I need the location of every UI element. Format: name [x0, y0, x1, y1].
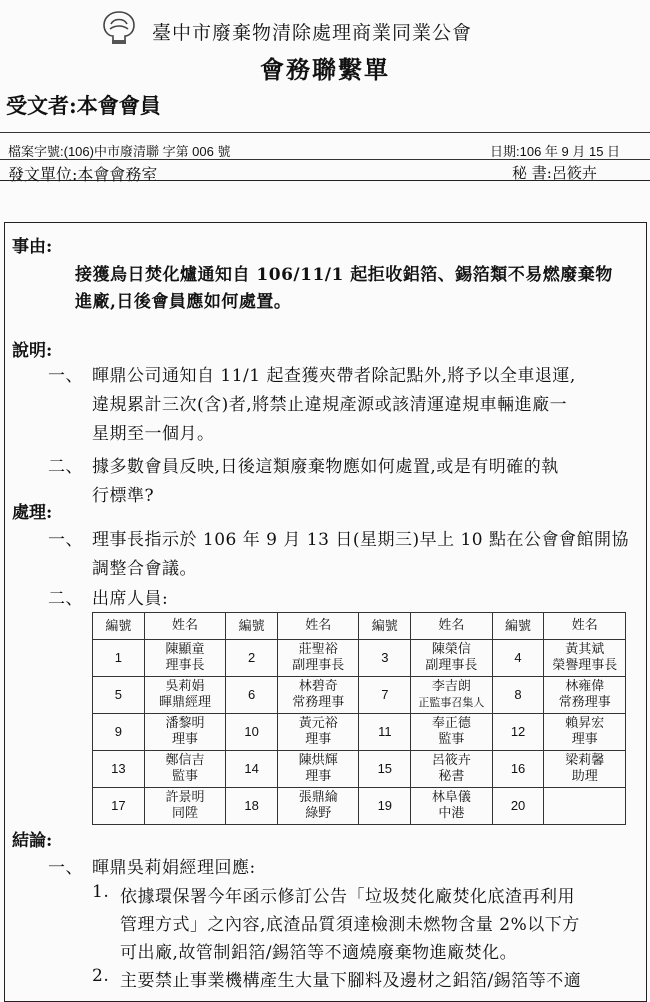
table-row: [93, 714, 626, 751]
attendee-title: 常務理事: [558, 695, 611, 710]
attendee-title: 秘書: [438, 769, 465, 784]
recipient: 受文者:本會會員: [6, 93, 161, 118]
conclusion-line: 依據環保署今年函示修訂公告「垃圾焚化廠焚化底渣再利用: [120, 887, 575, 907]
column-header-no: 編號: [226, 613, 278, 640]
conclusion-lead: 暉鼎吳莉娟經理回應:: [92, 858, 256, 878]
attendee-cell: [277, 751, 359, 788]
attendee-name: 梁莉馨: [565, 753, 605, 768]
table-row: [93, 788, 626, 825]
attendee-name: 陳顯童: [165, 642, 205, 657]
attendee-name: 賴昇宏: [565, 716, 605, 731]
matter-heading: 事由:: [12, 237, 53, 257]
association-logo: [100, 10, 138, 46]
attendee-cell: [544, 714, 626, 751]
attendee-no: 3: [359, 640, 411, 677]
attendee-cell: [411, 788, 493, 825]
attendee-no: 12: [492, 714, 544, 751]
handling-line: 出席人員:: [92, 589, 169, 609]
explanation-heading: 說明:: [12, 341, 53, 361]
attendee-title: 理事: [305, 769, 332, 784]
attendee-cell: [277, 640, 359, 677]
attendee-name: 莊聖裕: [298, 642, 338, 657]
column-header-name: 姓名: [544, 613, 626, 640]
attendee-title: 理事: [571, 732, 598, 747]
attendee-cell: [144, 788, 226, 825]
divider: [0, 180, 650, 181]
attendee-table: [92, 612, 626, 825]
attendee-title: 理事: [305, 732, 332, 747]
attendee-name: 陳榮信: [431, 642, 471, 657]
attendee-cell: [144, 714, 226, 751]
attendee-title: 綠野: [305, 806, 332, 821]
attendee-cell: [144, 677, 226, 714]
attendee-no: 6: [226, 677, 278, 714]
attendee-cell: [411, 640, 493, 677]
attendee-no: 19: [359, 788, 411, 825]
attendee-name: 林雍偉: [565, 679, 605, 694]
attendee-name: 潘黎明: [165, 716, 205, 731]
attendee-name: 鄭信吉: [165, 753, 205, 768]
attendee-title: 理事: [171, 732, 198, 747]
attendee-title: 正監事召集人: [418, 696, 485, 709]
attendee-title: 常務理事: [292, 695, 345, 710]
attendee-title: 榮譽理事長: [552, 658, 618, 673]
handling-line: 理事長指示於 106 年 9 月 13 日(星期三)早上 10 點在公會會館開協: [92, 530, 630, 550]
attendee-no: 20: [492, 788, 544, 825]
matter-line: 接獲烏日焚化爐通知自 106/11/1 起拒收鋁箔、錫箔類不易燃廢棄物: [75, 265, 613, 285]
handling-heading: 處理:: [12, 503, 53, 523]
attendee-cell: [544, 677, 626, 714]
issue-date: 日期:106 年 9 月 15 日: [490, 144, 621, 159]
attendee-name: 許景明: [165, 790, 205, 805]
list-marker: 一、: [48, 858, 83, 878]
attendee-title: 監事: [438, 732, 465, 747]
attendee-name: 呂筱卉: [431, 753, 471, 768]
explanation-line: 暉鼎公司通知自 11/1 起查獲夾帶者除記點外,將予以全車退運,: [92, 366, 576, 386]
attendee-title: 監事: [171, 769, 198, 784]
column-header-name: 姓名: [144, 613, 226, 640]
attendee-name: 黃元裕: [298, 716, 338, 731]
attendee-cell: [544, 751, 626, 788]
attendee-no: 16: [492, 751, 544, 788]
handling-line: 調整合會議。: [92, 559, 197, 579]
attendee-no: 8: [492, 677, 544, 714]
attendee-no: 9: [93, 714, 145, 751]
attendee-name: 林碧奇: [298, 679, 338, 694]
matter-line: 進廠,日後會員應如何處置。: [75, 292, 292, 312]
attendee-no: 13: [93, 751, 145, 788]
attendee-cell: [144, 640, 226, 677]
issuing-unit: 發文單位:本會會務室: [8, 165, 158, 184]
attendee-no: 10: [226, 714, 278, 751]
attendee-title: 中港: [438, 806, 465, 821]
file-number: 檔案字號:(106)中市廢清聯 字第 006 號: [8, 144, 231, 159]
attendee-title: 助理: [571, 769, 598, 784]
attendee-no: 7: [359, 677, 411, 714]
secretary: 秘 書:呂筱卉: [512, 164, 597, 182]
attendee-cell: [411, 751, 493, 788]
attendee-title: 副理事長: [425, 658, 478, 673]
point-marker: 2.: [92, 966, 110, 986]
conclusion-line: 可出廠,故管制鋁箔/錫箔等不適燒廢棄物進廠焚化。: [120, 943, 518, 963]
conclusion-heading: 結論:: [12, 831, 53, 851]
attendee-no: 17: [93, 788, 145, 825]
attendee-name: 吳莉娟: [165, 679, 205, 694]
attendee-no: 4: [492, 640, 544, 677]
attendee-name: 張鼎綸: [298, 790, 338, 805]
conclusion-line: 主要禁止事業機構產生大量下腳料及邊材之鋁箔/錫箔等不適: [120, 971, 582, 991]
point-marker: 1.: [92, 882, 110, 902]
attendee-name: 陳烘輝: [298, 753, 338, 768]
column-header-no: 編號: [359, 613, 411, 640]
attendee-no: 1: [93, 640, 145, 677]
column-header-no: 編號: [492, 613, 544, 640]
document-title: 會務聯繫單: [260, 55, 390, 84]
explanation-line: 違規累計三次(含)者,將禁止違規產源或該清運違規車輛進廠一: [92, 395, 568, 415]
attendee-no: 14: [226, 751, 278, 788]
table-row: [93, 751, 626, 788]
attendee-no: 18: [226, 788, 278, 825]
explanation-line: 星期至一個月。: [92, 424, 215, 444]
attendee-no: 2: [226, 640, 278, 677]
organization-name: 臺中市廢棄物清除處理商業同業公會: [152, 22, 473, 44]
attendee-cell: [411, 714, 493, 751]
divider: [0, 132, 650, 133]
attendee-cell: [277, 788, 359, 825]
list-marker: 二、: [48, 457, 83, 477]
column-header-name: 姓名: [277, 613, 359, 640]
attendee-no: 5: [93, 677, 145, 714]
attendee-no: 15: [359, 751, 411, 788]
attendee-name: 李吉朗: [431, 679, 471, 694]
attendee-title: 副理事長: [292, 658, 345, 673]
attendee-cell: [277, 714, 359, 751]
attendee-name: 林阜儀: [431, 790, 471, 805]
attendee-cell: [411, 677, 493, 714]
attendee-title: 暉鼎經理: [158, 695, 211, 710]
table-row: [93, 640, 626, 677]
attendee-title: 同陞: [171, 806, 198, 821]
list-marker: 二、: [48, 589, 83, 609]
attendee-cell: [144, 751, 226, 788]
attendee-name: 奉正德: [431, 716, 471, 731]
explanation-line: 行標準?: [92, 486, 155, 506]
explanation-line: 據多數會員反映,日後這類廢棄物應如何處置,或是有明確的執: [92, 457, 559, 477]
attendee-cell: [277, 677, 359, 714]
attendee-cell: [544, 640, 626, 677]
table-header-row: [93, 613, 626, 640]
list-marker: 一、: [48, 530, 83, 550]
divider: [0, 159, 650, 160]
attendee-no: 11: [359, 714, 411, 751]
attendee-name: 黃其斌: [565, 642, 605, 657]
column-header-no: 編號: [93, 613, 145, 640]
conclusion-line: 管理方式」之內容,底渣品質須達檢測未燃物含量 2%以下方: [120, 915, 580, 935]
attendee-cell: [544, 788, 626, 825]
attendee-title: 理事長: [165, 658, 205, 673]
list-marker: 一、: [48, 366, 83, 386]
table-row: [93, 677, 626, 714]
column-header-name: 姓名: [411, 613, 493, 640]
